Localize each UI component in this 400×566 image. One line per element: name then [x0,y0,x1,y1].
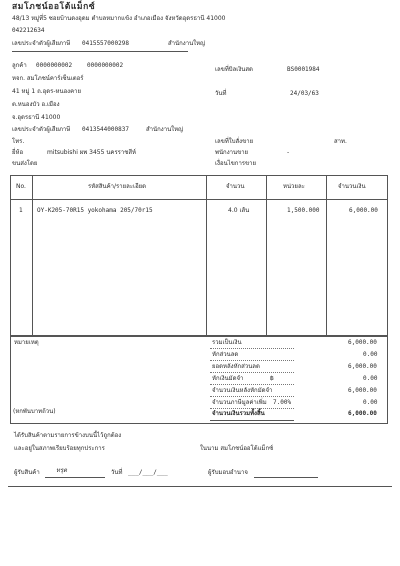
table-col-divider [326,175,327,336]
summary-total-label: จำนวนเงินรวมทั้งสิ้น [212,410,265,417]
footer-divider [8,486,392,487]
doc-ref-value: สาท. [334,138,347,145]
amount-in-words: (หกพันบาทถ้วน) [13,408,56,415]
row-qty: 4.0 เส้น [228,207,250,214]
summary-value: 6,000.00 [348,339,377,346]
authorized-sign-line [254,477,318,478]
table-col-divider [266,175,267,336]
total-underline [210,420,294,421]
doc-date-label: วันที่ [215,90,227,97]
receive-date-label: วันที่ [111,469,123,476]
summary-label: ยอดหลังหักส่วนลด [212,363,260,370]
company-phone: 042212634 [12,27,45,34]
row-amount: 6,000.00 [349,207,378,214]
table-header-divider [10,199,388,200]
customer-code-label: ลูกค้า [12,62,27,69]
receiver-signature: ทรุด [56,467,68,474]
customer-name: หจก. สมโภชน์คาร์เซ็นเตอร์ [12,75,84,82]
receiver-label: ผู้รับสินค้า [14,469,40,476]
summary-underline [210,360,294,361]
customer-branch: สำนักงานใหญ่ [146,126,184,133]
company-branch: สำนักงานใหญ่ [168,40,206,47]
on-behalf: ในนาม สมโภชน์ออโต้แม็กซ์ [200,445,274,452]
vat-rate: 7.00% [273,399,292,406]
company-tax-label: เลขประจำตัวผู้เสียภาษี [12,40,71,47]
customer-code-1: 0000000002 [36,62,73,69]
received-line-2: และอยู่ในสภาพเรียบร้อยทุกประการ [14,445,105,452]
customer-phone-label: โทร. [12,138,25,145]
summary-box [10,336,388,424]
salesperson-value: - [287,149,290,156]
summary-label: รวมเป็นเงิน [212,339,242,346]
col-header-desc: รหัสสินค้า/รายละเอียด [88,183,147,190]
summary-value: 0.00 [363,351,378,358]
salesperson-label: พนักงานขาย [215,149,249,156]
customer-address-3: จ.อุดรธานี 41000 [12,114,61,121]
row-price: 1,500.000 [287,207,320,214]
company-address: 48/13 หมู่ที่5 ซอยบ้านดงอุดม ตำบลหมากแข้ง อำเภอเมือง จังหวัดอุดรธานี 41000 [12,15,226,22]
currency-symbol: ฿ [270,375,274,382]
summary-total-value: 6,000.00 [348,410,377,417]
authorized-label: ผู้รับมอบอำนาจ [208,469,248,476]
table-col-divider [32,175,33,336]
summary-underline [210,408,294,409]
summary-underline [210,372,294,373]
company-tax-id: 0415557000298 [82,40,129,47]
doc-date: 24/03/63 [290,90,319,97]
summary-value: 6,000.00 [348,363,377,370]
customer-car-label: ยี่ห้อ [12,149,24,156]
shipping-label: ขนส่งโดย [12,160,38,167]
customer-tax-label: เลขประจำตัวผู้เสียภาษี [12,126,71,133]
summary-label: จำนวนเงินหลังหักมัดจำ [212,387,273,394]
doc-ref-label: เลขที่ใบสั่งขาย [215,138,254,145]
summary-underline [210,396,294,397]
row-desc: OY-K205-70R15 yokohama 205/70r15 [37,207,153,214]
summary-value: 0.00 [363,399,378,406]
customer-car-value: mitsubishi ผพ 3455 นครราชสีห์ [47,149,136,156]
summary-value: 0.00 [363,375,378,382]
summary-label: จำนวนภาษีมูลค่าเพิ่ม [212,399,267,406]
summary-underline [210,348,294,349]
customer-address-2: ต.หนองบัว อ.เมือง [12,101,60,108]
summary-underline [210,384,294,385]
row-no: 1 [19,207,23,214]
summary-value: 6,000.00 [348,387,377,394]
receiver-sign-line [45,477,105,478]
receive-date-blank: ___/___/___ [128,469,168,476]
col-header-amount: จำนวนเงิน [338,183,366,190]
col-header-price: หน่วยละ [283,183,305,190]
table-col-divider [206,175,207,336]
customer-address-1: 41 หมู่ 1 ถ.อุดร-หนองคาย [12,88,81,95]
col-header-qty: จำนวน [226,183,245,190]
received-line-1: ได้รับสินค้าตามรายการข้างบนนี้ไว้ถูกต้อง [14,432,122,439]
summary-label: หักเงินมัดจำ [212,375,244,382]
company-name: สมโภชน์ออโต้แม็กซ์ [12,2,96,12]
customer-tax-id: 0413544000837 [82,126,129,133]
remark-label: หมายเหตุ [14,339,39,346]
col-header-no: No. [16,183,26,190]
summary-label: หักส่วนลด [212,351,239,358]
terms-label: เงื่อนไขการขาย [215,160,257,167]
header-divider [12,51,188,52]
doc-no-label: เลขที่บิลเงินสด [215,66,253,73]
doc-no: BS0001984 [287,66,320,73]
customer-code-2: 0000000002 [87,62,124,69]
